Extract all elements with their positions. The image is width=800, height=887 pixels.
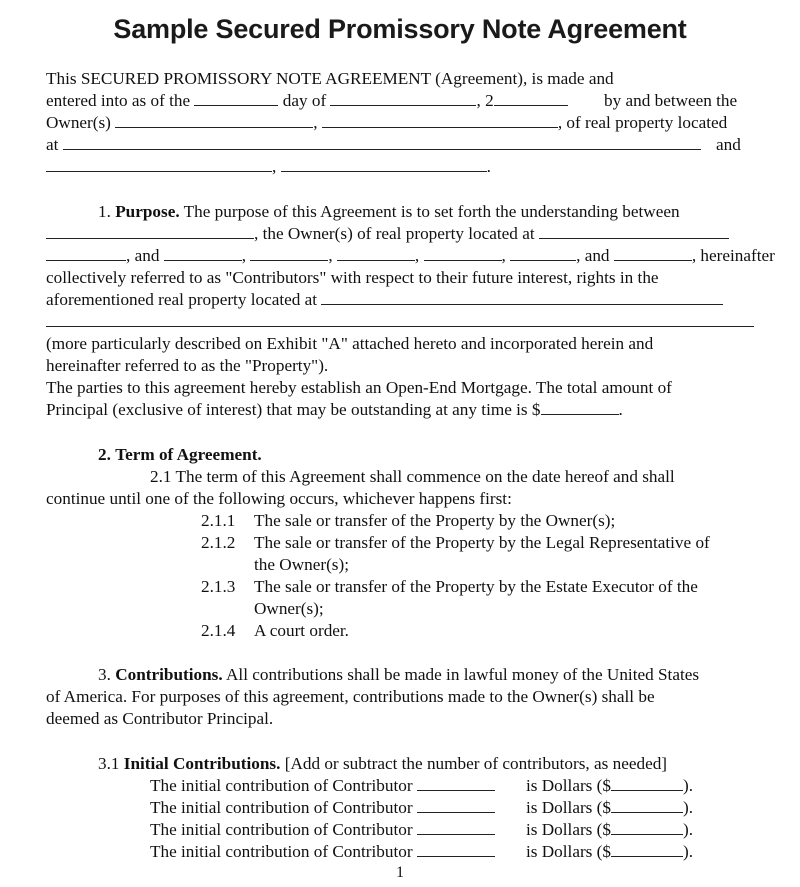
contribution-amount: is Dollars ($ ). <box>526 798 694 817</box>
city-blank[interactable] <box>46 156 272 172</box>
contributions-line-3: deemed as Contributor Principal. <box>46 709 274 728</box>
term-item-cont-3: Owner(s); <box>254 599 324 618</box>
month-blank[interactable] <box>330 90 476 106</box>
dollars-blank-4[interactable] <box>611 841 683 857</box>
contributor-blank-1[interactable] <box>46 245 126 261</box>
term-item-text-2: The sale or transfer of the Property by the Legal Representative of <box>254 533 710 552</box>
contributions-line-1: 3. Contributions. All contributions shall be made in lawful money of the United States <box>98 665 700 684</box>
contribution-row: The initial contribution of Contributor <box>150 819 495 841</box>
dollars-blank-2[interactable] <box>611 797 683 813</box>
term-item-num-1: 2.1.1 <box>201 511 236 530</box>
contributor-blank-6[interactable] <box>510 245 576 261</box>
contributions-line-2: of America. For purposes of this agreement, contributions made to the Owner(s) shall be <box>46 687 655 706</box>
property-address-blank[interactable] <box>63 134 701 150</box>
term-item-num-3: 2.1.3 <box>201 577 236 596</box>
term-heading-line: 2. Term of Agreement. <box>98 445 262 464</box>
contributions-heading: Contributions. <box>115 665 223 684</box>
contributor-blank-7[interactable] <box>614 245 692 261</box>
term-item-cont-2: the Owner(s); <box>254 555 349 574</box>
year-blank[interactable] <box>494 90 568 106</box>
aforementioned-location-blank[interactable] <box>321 289 723 305</box>
intro-line-4-end: and <box>716 135 741 154</box>
dollars-blank-3[interactable] <box>611 819 683 835</box>
term-line-2: continue until one of the following occurs, whichever happens first: <box>46 489 512 508</box>
term-line-1: 2.1 The term of this Agreement shall commence on the date hereof and shall <box>150 467 675 486</box>
intro-line-2-end: by and between the <box>604 91 738 110</box>
contributor-name-blank-1[interactable] <box>417 775 495 791</box>
state-blank[interactable] <box>281 156 487 172</box>
intro-line-3: Owner(s) , , of real property located <box>46 113 728 132</box>
term-item-text-4: A court order. <box>254 621 349 640</box>
full-width-blank-line[interactable] <box>46 326 754 327</box>
purpose-line-9: Principal (exclusive of interest) that may be outstanding at any time is $ . <box>46 400 623 419</box>
purpose-line-1: 1. Purpose. The purpose of this Agreement is to set forth the understanding between <box>98 202 680 221</box>
intro-line-1: This SECURED PROMISSORY NOTE AGREEMENT (Agreement), is made and <box>46 69 614 88</box>
contribution-amount: is Dollars ($ ). <box>526 820 694 839</box>
intro-line-2: entered into as of the day of , 2 <box>46 90 568 112</box>
term-item-text-1: The sale or transfer of the Property by the Owner(s); <box>254 511 616 530</box>
contributor-name-blank-2[interactable] <box>417 797 495 813</box>
intro-line-5: , . <box>46 156 491 178</box>
contributor-blank-2[interactable] <box>164 245 242 261</box>
contribution-row: The initial contribution of Contributor <box>150 775 495 797</box>
day-blank[interactable] <box>194 90 278 106</box>
contributor-blank-5[interactable] <box>424 245 502 261</box>
purpose-line-6: (more particularly described on Exhibit "A" attached hereto and incorporated herein and <box>46 334 654 353</box>
document-title: Sample Secured Promissory Note Agreement <box>113 14 687 44</box>
owner-blank-1[interactable] <box>115 112 313 128</box>
purpose-line-7: hereinafter referred to as the "Property"). <box>46 356 329 375</box>
contribution-row: The initial contribution of Contributor <box>150 797 495 819</box>
contributor-blank-3[interactable] <box>250 245 328 261</box>
initial-heading-line: 3.1 Initial Contributions. [Add or subtract the number of contributors, as needed] <box>98 754 668 773</box>
term-item-num-4: 2.1.4 <box>201 621 236 640</box>
purpose-line-3: , and , , , , , and , hereinafter <box>46 245 775 267</box>
owner-name-blank[interactable] <box>46 223 254 239</box>
purpose-location-blank[interactable] <box>539 223 729 239</box>
term-heading: Term of Agreement. <box>115 445 262 464</box>
contribution-amount: is Dollars ($ ). <box>526 776 694 795</box>
contributor-name-blank-3[interactable] <box>417 819 495 835</box>
owner-blank-2[interactable] <box>322 112 558 128</box>
purpose-line-5: aforementioned real property located at <box>46 289 723 311</box>
term-item-text-3: The sale or transfer of the Property by the Estate Executor of the <box>254 577 698 596</box>
contribution-row: The initial contribution of Contributor <box>150 841 495 863</box>
purpose-line-4: collectively referred to as "Contributors" with respect to their future interest, rights in the <box>46 268 659 287</box>
intro-line-4: at <box>46 134 701 156</box>
contributor-name-blank-4[interactable] <box>417 841 495 857</box>
principal-amount-blank[interactable] <box>541 399 619 415</box>
initial-heading: Initial Contributions. <box>123 754 281 773</box>
dollars-blank-1[interactable] <box>611 775 683 791</box>
purpose-heading: Purpose. <box>115 202 180 221</box>
purpose-line-8: The parties to this agreement hereby establish an Open-End Mortgage. The total amount of <box>46 378 672 397</box>
term-item-num-2: 2.1.2 <box>201 533 236 552</box>
contributor-blank-4[interactable] <box>337 245 415 261</box>
contribution-amount: is Dollars ($ ). <box>526 842 694 861</box>
purpose-line-2: , the Owner(s) of real property located at <box>46 223 729 245</box>
page-number: 1 <box>396 864 404 881</box>
